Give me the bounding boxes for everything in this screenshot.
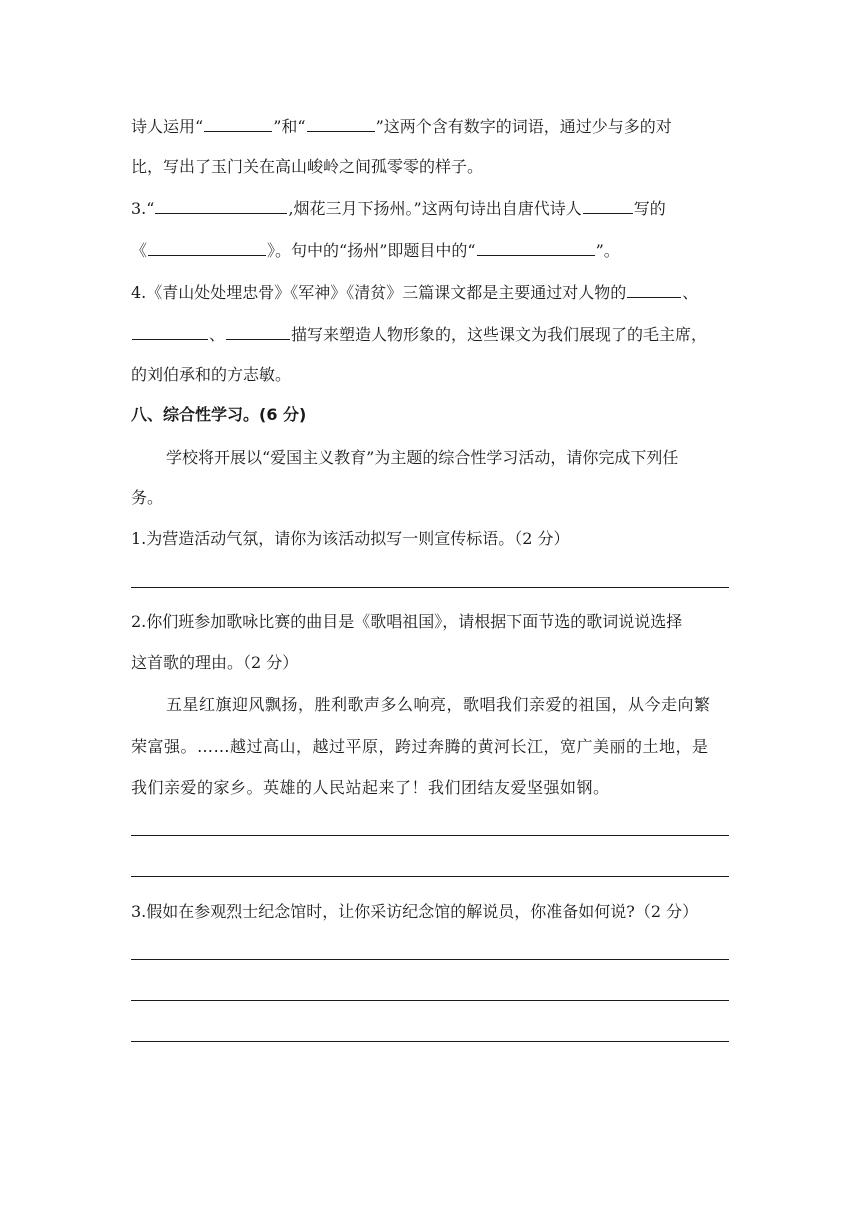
q3-text-c: 写的 [633,199,666,218]
q4-text-d: 描写来塑造人物形象的，这些课文为我们展现了的毛主席， [291,325,708,344]
item-2-answer-line-2[interactable] [131,876,729,877]
q2-blank-2[interactable] [307,114,375,132]
q2-text-a: 诗人运用“ [131,117,204,136]
q4-line-1 [131,280,729,305]
q4-line-3: 的刘伯承和的方志敏。 [131,365,292,384]
item-3-prompt: 3.假如在参观烈士纪念馆时，让你采访纪念馆的解说员，你准备如何说?（2 分） [131,902,699,921]
item-2-answer-line-1[interactable] [131,835,729,836]
q4-text-a: 4.《青山处处埋忠骨》《军神》《清贫》三篇课文都是主要通过对人物的 [131,283,627,302]
section-8-heading: 八、综合性学习。(6 分) [131,405,307,424]
q4-text-c: 、 [209,325,226,344]
item-1-prompt: 1.为营造活动气氛，请你为该活动拟写一则宣传标语。（2 分） [131,529,570,548]
item-3-answer-line-2[interactable] [131,1000,729,1001]
q4-blank-2[interactable] [132,322,208,340]
q2-line-2: 比，写出了玉门关在高山峻岭之间孤零零的样子。 [131,157,484,176]
lyrics-line-3: 我们亲爱的家乡。英雄的人民站起来了！我们团结友爱坚强如钢。 [131,778,610,797]
q4-text-b: 、 [682,283,699,302]
q3-line-2 [131,238,729,263]
q3-text-b: ,烟花三月下扬州。”这两句诗出自唐代诗人 [288,199,582,218]
item-3-answer-line-1[interactable] [131,959,729,960]
item-3-answer-line-3[interactable] [131,1041,729,1042]
q2-text-c: ”这两个含有数字的词语，通过少与多的对 [375,117,672,136]
q4-line-2 [131,322,729,347]
q2-blank-1[interactable] [204,114,272,132]
q4-blank-3[interactable] [226,322,290,340]
q4-blank-1[interactable] [627,280,681,298]
q3-text-e: 》。句中的“扬州”即题目中的“ [267,241,476,260]
item-2-prompt-1: 2.你们班参加歌咏比赛的曲目是《歌唱祖国》，请根据下面节选的歌词说说选择 [131,612,683,631]
q2-line-1 [131,114,729,139]
q3-line-1 [131,196,729,221]
q3-text-f: ”。 [595,241,620,260]
lyrics-line-1: 五星红旗迎风飘扬，胜利歌声多么响亮，歌唱我们亲爱的祖国，从今走向繁 [166,695,711,714]
item-1-answer-line[interactable] [131,587,729,588]
item-2-prompt-2: 这首歌的理由。（2 分） [131,653,299,672]
q3-blank-1[interactable] [155,196,287,214]
q2-text-b: ”和“ [273,117,306,136]
lyrics-line-2: 荣富强。……越过高山，越过平原，跨过奔腾的黄河长江，宽广美丽的土地，是 [131,737,709,756]
q3-text-d: 《 [131,241,148,260]
section-8-intro-1: 学校将开展以“爱国主义教育”为主题的综合性学习活动，请你完成下列任 [166,448,679,467]
q3-text-a: 3.“ [131,199,155,218]
section-8-intro-2: 务。 [131,488,164,507]
q3-blank-4[interactable] [477,238,595,256]
q3-blank-2[interactable] [583,196,633,214]
q3-blank-3[interactable] [148,238,266,256]
